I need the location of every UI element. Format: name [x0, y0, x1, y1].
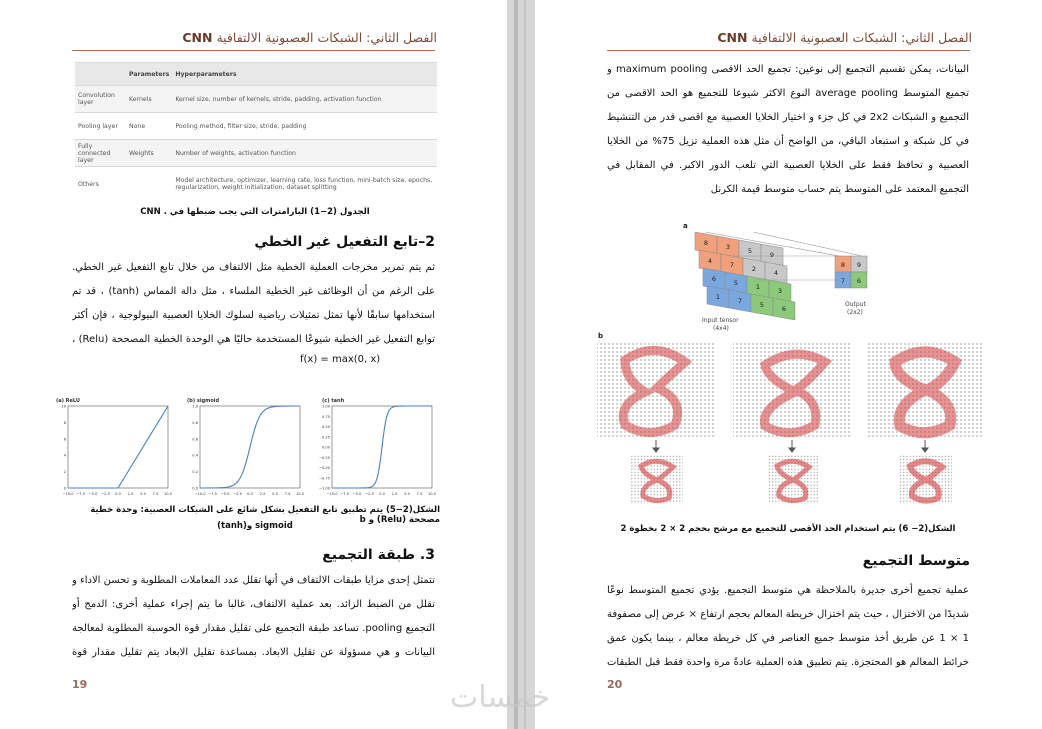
tanh-y-tick-label: 0.50 [321, 425, 330, 429]
table-header-cell: Parameters [126, 63, 172, 86]
sigmoid-x-tick-label: 0.0 [247, 492, 253, 496]
sigmoid-x-tick-label: 2.5 [259, 492, 266, 496]
table-caption: الجدول (2−1) البارامترات التي يجب ضبطها في . CNN [140, 207, 370, 217]
output-dim: (2x2) [847, 309, 863, 316]
sigmoid-x-tick-label: 10.0 [295, 492, 305, 496]
input-cell-value: 7 [729, 261, 735, 269]
table-row [75, 113, 437, 140]
input-cell-value: 2 [751, 265, 757, 273]
table-header-row [75, 63, 437, 86]
output-cell-value: 6 [856, 277, 862, 285]
table-row [75, 86, 437, 113]
sigmoid-x-tick-label: −5.0 [220, 492, 230, 496]
pooled-map-3 [900, 454, 952, 504]
input-cell-value: 1 [715, 293, 721, 301]
sigmoid-y-tick-label: 0.8 [192, 420, 198, 425]
relu-x-tick-label: 7.5 [152, 492, 159, 496]
relu-y-tick-label: 2 [63, 470, 66, 475]
tanh-x-tick-label: 2.5 [391, 492, 398, 496]
page-gutter [507, 0, 535, 729]
sigmoid-x-tick-label: 5.0 [272, 492, 278, 496]
input-cell-value: 8 [703, 239, 709, 247]
tanh-y-tick-label: −0.75 [318, 476, 330, 481]
feature-map-panel [595, 330, 985, 508]
table-cell: Number of weights, activation function [172, 140, 437, 167]
input-cell-value: 6 [781, 305, 787, 313]
sigmoid-y-tick-label: 0.2 [192, 470, 198, 475]
relu-plot-frame [68, 406, 168, 488]
relu-x-tick-label: 0.0 [115, 492, 121, 496]
average-pooling-paragraph: عملية تجميع أخرى جديرة بالملاحظة هي متوسط التجميع. يؤدي تجميع المتوسط نوعًا شديدًا من الاختزال ، حيث يتم اختزال خريطة المعالم بحجم ارتفاع × عرض إلى مصفوفة 1 × 1 عن طريق أخذ متوسط جميع العناصر في كل خريطة معالم ، بينما يكون عمق خرائط المعالم هو المحتجزة. يتم تطبيق هذه العملية عادةً مرة واحدة فقط قبل الطبقات [607, 585, 969, 668]
relu-y-tick-label: 10 [61, 404, 66, 409]
sigmoid-x-tick-label: −10.0 [194, 492, 206, 496]
sigmoid-x-tick-label: −2.5 [233, 492, 242, 496]
input-cell-value: 3 [777, 287, 783, 295]
panel-b-label: b [598, 332, 604, 340]
figure-caption: الشكل(2−5) يتم تطبيق تابع التفعيل بشكل شائع على الشبكات العصبية: وحدة خطية مصححة (Relu) و b [90, 505, 440, 525]
input-cell-value: 5 [759, 301, 765, 309]
output-cell-value: 7 [840, 277, 846, 285]
tanh-x-tick-label: −10.0 [326, 492, 338, 496]
digit-map-1 [597, 342, 715, 438]
sigmoid-y-tick-label: 0.0 [192, 486, 198, 491]
relu-y-tick-label: 6 [63, 437, 66, 442]
tanh-curve [332, 406, 432, 488]
input-cell-value: 3 [725, 243, 731, 251]
tanh-y-tick-label: 0.25 [321, 435, 330, 440]
sigmoid-x-tick-label: −7.5 [208, 492, 217, 496]
relu-x-tick-label: 5.0 [140, 492, 146, 496]
table-cell: Pooling method, filter size, stride, padding [172, 113, 437, 140]
chapter-header: الفصل الثاني: الشبكات العصبونية الالتفافية CNN [717, 30, 972, 45]
panel-a-label: a [683, 222, 688, 230]
output-cell-value: 9 [856, 261, 862, 269]
tanh-y-tick-label: −1.00 [318, 486, 330, 491]
header-rule [607, 50, 970, 51]
table-cell: Kernels [126, 86, 172, 113]
table-cell: None [126, 113, 172, 140]
page-20 [535, 0, 1042, 729]
input-cell-value: 1 [755, 283, 761, 291]
output-cell-value: 8 [840, 261, 846, 269]
pooled-map-1 [631, 454, 683, 504]
input-cell-value: 7 [737, 297, 743, 305]
relu-x-tick-label: −2.5 [101, 492, 110, 496]
tanh-x-tick-label: −2.5 [365, 492, 374, 496]
tanh-y-tick-label: 0.00 [321, 445, 330, 450]
down-arrows [653, 440, 928, 452]
tanh-chart-title: (c) tanh [322, 398, 345, 404]
relu-curve [68, 406, 168, 488]
relu-y-tick-label: 0 [63, 486, 66, 491]
table-cell: Pooling layer [75, 113, 126, 140]
relu-chart [61, 405, 172, 497]
table-cell: Kernel size, number of kernels, stride, padding, activation function [172, 86, 437, 113]
table-row [75, 167, 437, 202]
intro-paragraph: البيانات، يمكن تقسيم التجميع إلى نوعين: تجميع الحد الاقصى maximum pooling و تجميع المتوسط average pooling النوع الاكثر شيوعا للتجميع هو الحد الاقصى من التجميع و الشبكات 2x2 في كل جزء و اختيار الخلايا العصبية مع اقصى قدر من التنشيط في كل شبكة و استبعاد الباقي، من الواضح أن مثل هذه العملية تزيل 75% من الخلايا العصبية و تحافظ فقط على الخلايا العصبية التي تلعب الدور الاكبر. في المقابل في التجميع المعتمد على المتوسط يتم حساب متوسط قيمة الكرنل [607, 64, 969, 195]
watermark: خمسات [450, 680, 551, 715]
activation-paragraph: ثم يتم تمرير مخرجات العملية الخطية مثل الالتفاف من خلال تابع التفعيل غير الخطي. على الرغم من أن الوظائف غير الخطية الملساء ، مثل دالة المماس (tanh) ، قد تم استخدامها سابقًا لأنها تمثل تمثيلات رياضية لسلوك الخلايا العصبية البيولوجية ، فإن أكثر توابع التفعيل غير الخطية شيوعًا المستخدمة حاليًا هي الوحدة الخطية المصححة (Relu) ، [72, 262, 435, 345]
relu-x-tick-label: −10.0 [62, 492, 74, 496]
table-cell [126, 167, 172, 202]
relu-x-tick-label: 10.0 [163, 492, 173, 496]
tanh-y-tick-label: 1.00 [321, 404, 330, 409]
header-rule [72, 50, 435, 51]
tanh-x-tick-label: 10.0 [427, 492, 437, 496]
output-label: Output [845, 301, 866, 308]
sigmoid-chart [192, 405, 304, 497]
figure-caption: الشكل(2− 6) يتم استخدام الحد الأقصى للتجميع مع مرشح بحجم 2 × 2 بخطوة 2 [620, 524, 956, 534]
chapter-header: الفصل الثاني: الشبكات العصبونية الالتفافية CNN [182, 30, 437, 45]
pooled-map-2 [767, 454, 819, 504]
hyperparameter-table [75, 62, 437, 201]
input-cell-value: 9 [769, 251, 775, 259]
input-cell-value: 5 [747, 247, 753, 255]
relu-chart-title: (a) ReLU [56, 398, 80, 404]
sigmoid-y-tick-label: 0.6 [192, 437, 198, 442]
input-cell-value: 5 [733, 279, 739, 287]
tanh-x-tick-label: 5.0 [404, 492, 410, 496]
output-grid [835, 256, 867, 288]
tanh-y-tick-label: −0.50 [318, 466, 330, 470]
section-heading-pooling: 3. طبقة التجميع [322, 547, 435, 563]
tanh-x-tick-label: −5.0 [352, 492, 362, 496]
page-number: 20 [607, 678, 623, 691]
figure-caption-continued: sigmoid و(tanh) [217, 521, 293, 531]
relu-formula: f(x) = max(0, x) [300, 354, 381, 365]
table-row [75, 140, 437, 167]
table-cell: Weights [126, 140, 172, 167]
table-cell: Convolution layer [75, 86, 126, 113]
digit-map-3 [867, 342, 983, 438]
tanh-x-tick-label: −7.5 [340, 492, 349, 496]
table-cell: Model architecture, optimizer, learning rate, loss function, mini-batch size, epochs, regularization, weight initialization, dataset splitting [172, 167, 437, 202]
table-header-cell [75, 63, 126, 86]
sigmoid-chart-title: (b) sigmoid [187, 398, 220, 404]
max-pooling-diagram [675, 218, 915, 336]
table-header-cell: Hyperparameters [172, 63, 437, 86]
table-cell: Fully connected layer [75, 140, 126, 167]
table-cell: Others [75, 167, 126, 202]
sigmoid-curve [200, 406, 300, 488]
relu-y-tick-label: 8 [63, 420, 66, 425]
tanh-x-tick-label: 0.0 [379, 492, 385, 496]
relu-x-tick-label: −5.0 [88, 492, 98, 496]
tanh-y-tick-label: −0.25 [318, 455, 330, 460]
page-19 [0, 0, 507, 729]
relu-x-tick-label: 2.5 [127, 492, 134, 496]
input-tensor-dim: (4x4) [713, 325, 729, 332]
input-cell-value: 4 [707, 257, 713, 265]
page-number: 19 [72, 678, 88, 691]
input-tensor-label: Input tensor [702, 317, 739, 324]
section-heading-activation: 2–تابع التفعيل غير الخطي [254, 234, 435, 250]
activation-charts [52, 392, 442, 504]
relu-y-tick-label: 4 [63, 453, 66, 458]
tanh-chart [319, 405, 437, 497]
section-heading-average-pooling: متوسط التجميع [862, 553, 970, 569]
sigmoid-x-tick-label: 7.5 [284, 492, 291, 496]
tanh-y-tick-label: 0.75 [321, 414, 330, 419]
input-cell-value: 6 [711, 275, 717, 283]
pooling-paragraph: تتمثل إحدى مزايا طبقات الالتفاف في أنها تقلل عدد المعاملات المطلوبة و تحسن الاداء و تقلل من الضبط الزائد. بعد عملية الالتفاف، غالبا ما يتم إجراء عملية أخرى: الدمج أو التجميع pooling. تساعد طبقة التجميع على تقليل مقدار قوة الحوسبة المطلوبة لمعالجة البيانات و هي مسؤولة عن تقليل الابعاد. بمساعدة تقليل الابعاد يتم تقليل مقدار قوة [72, 575, 435, 658]
digit-map-2 [733, 342, 851, 438]
sigmoid-y-tick-label: 0.4 [192, 453, 198, 458]
tanh-x-tick-label: 7.5 [416, 492, 423, 496]
sigmoid-y-tick-label: 1.0 [192, 404, 198, 409]
input-cell-value: 4 [773, 269, 779, 277]
relu-x-tick-label: −7.5 [76, 492, 85, 496]
